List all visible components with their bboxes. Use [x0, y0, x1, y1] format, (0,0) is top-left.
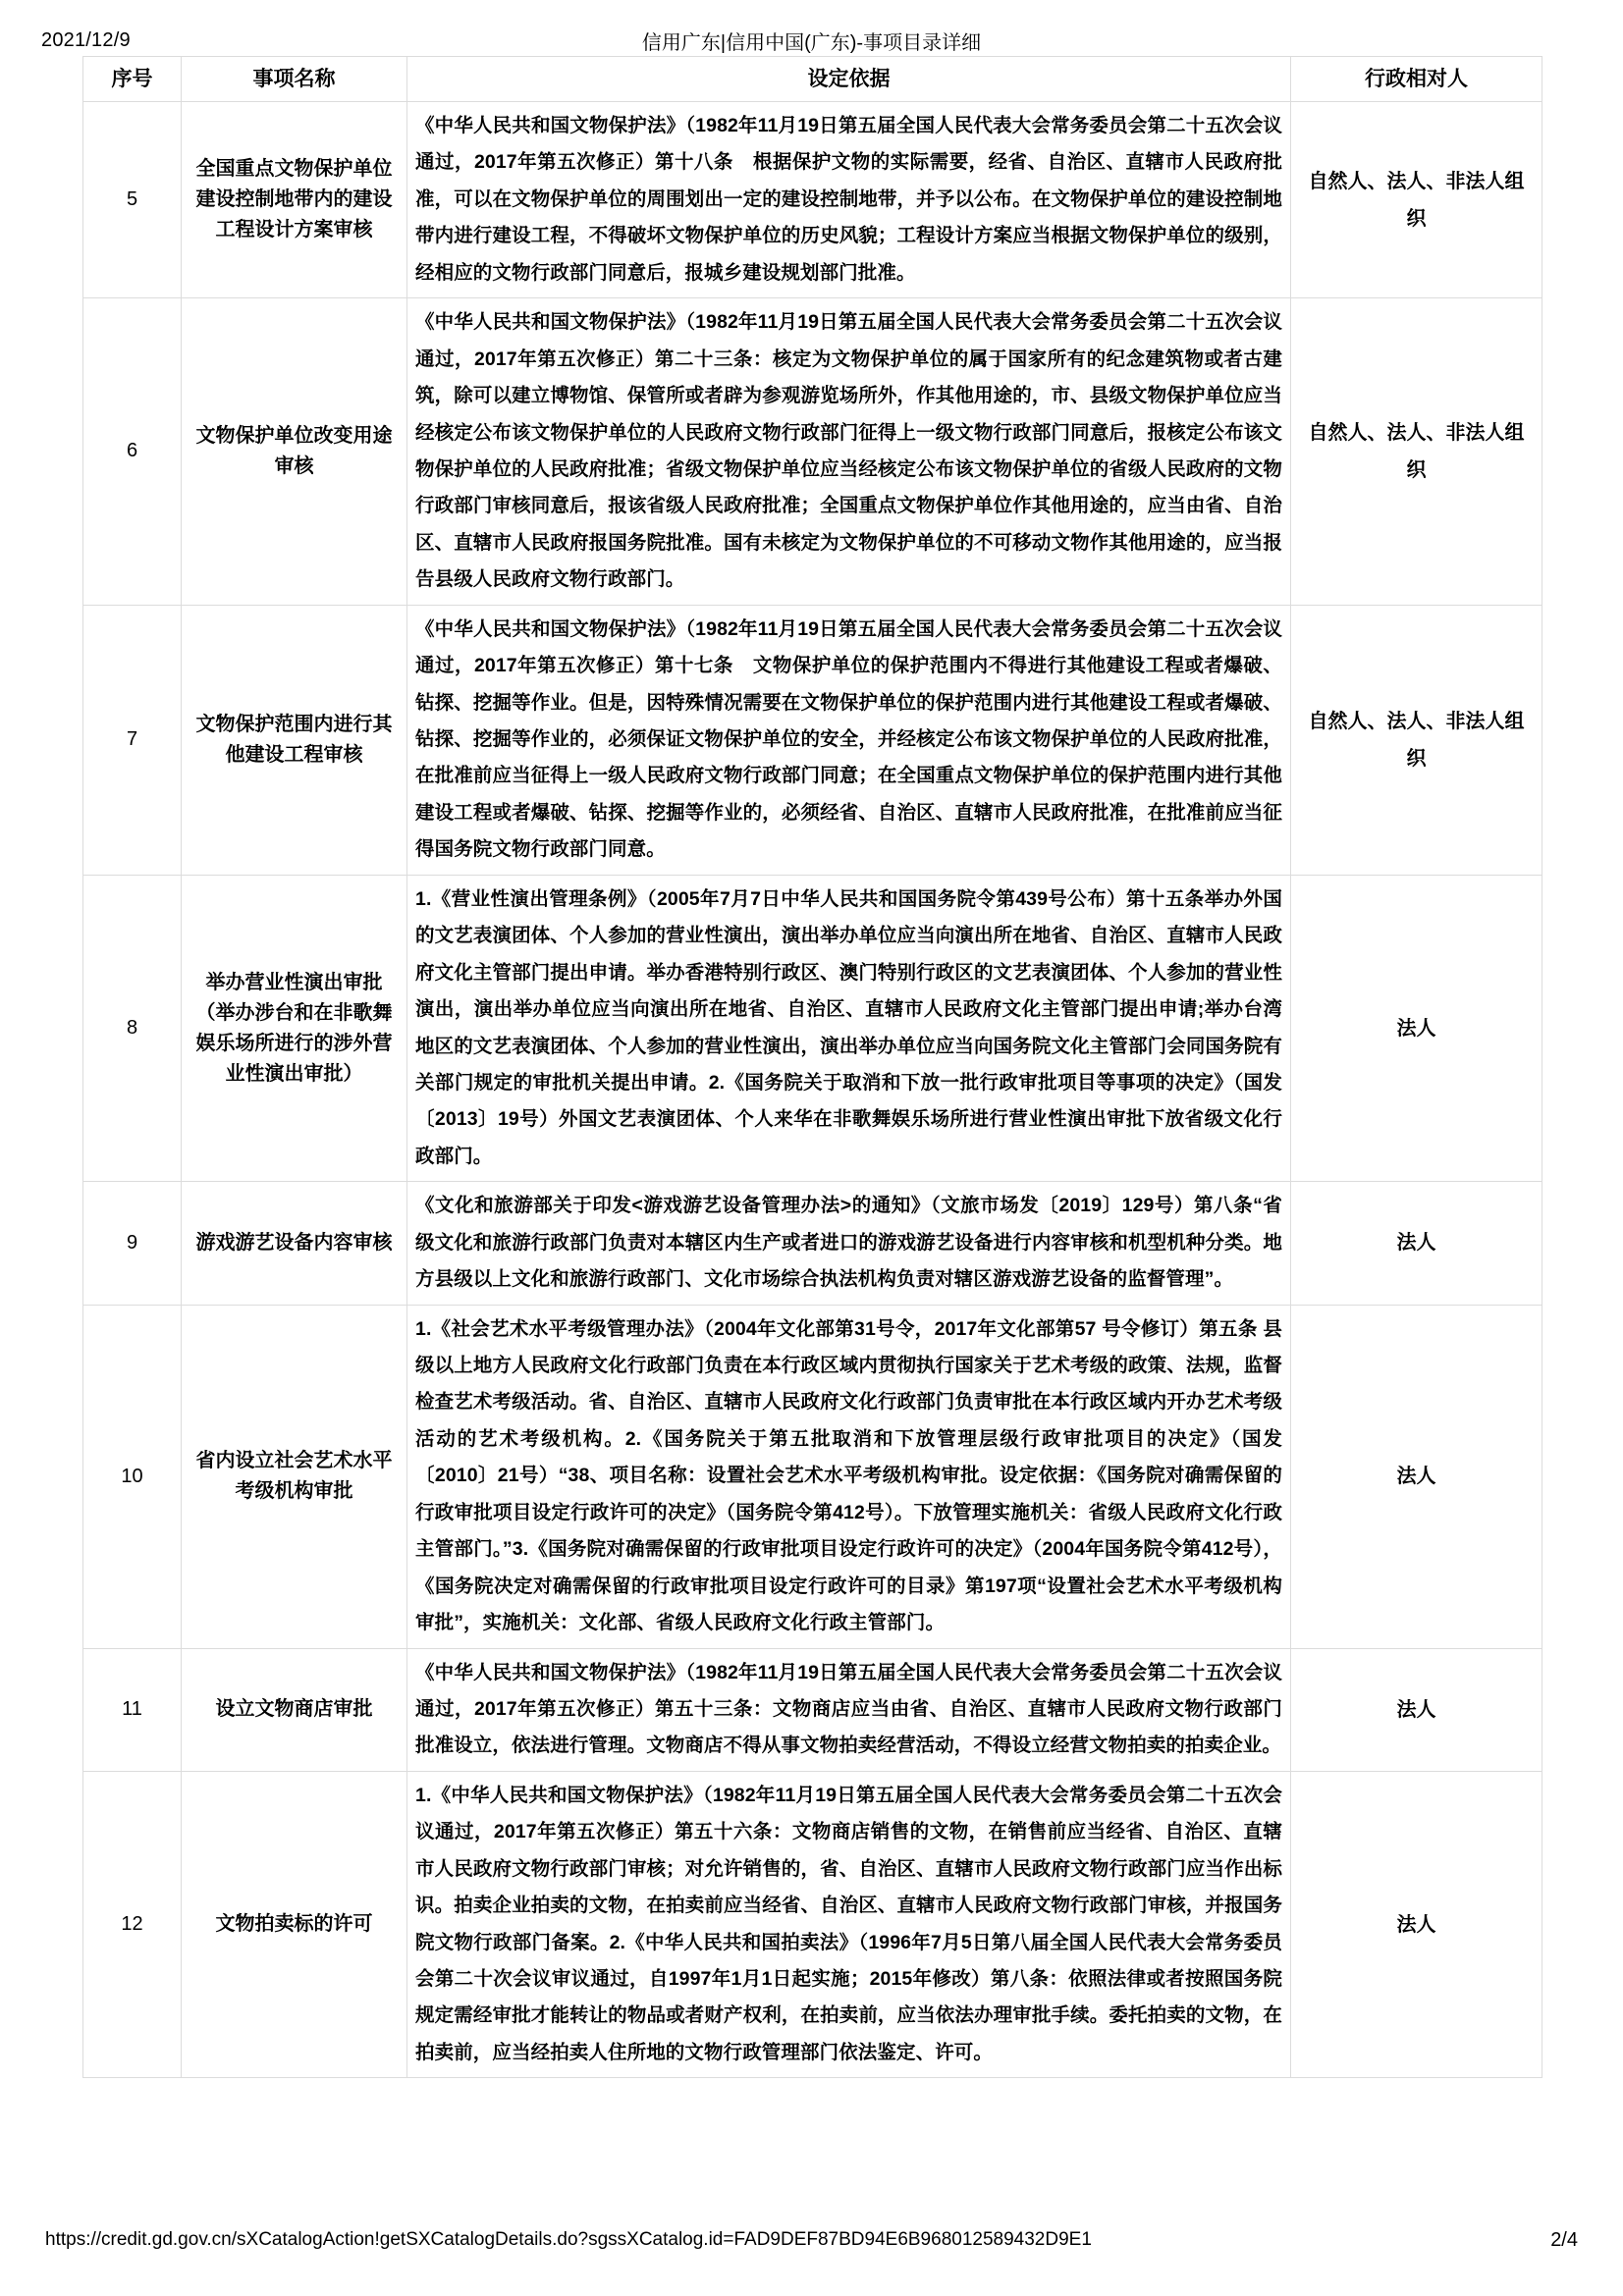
- page-header: [0, 26, 1623, 55]
- footer-page-number: 2/4: [1550, 2229, 1578, 2251]
- table-body: [83, 102, 1542, 2078]
- table-header: [83, 57, 1542, 102]
- cell-legal-basis: 《中华人民共和国文物保护法》（1982年11月19日第五届全国人民代表大会常务委员会第二十五次会议通过，2017年第五次修正）第十八条 根据保护文物的实际需要，经省、自治区、直辖市人民政府批准，可以在文物保护单位的周围划出一定的建设控制地带，并予以公布。在文物保护单位的建设控制地带内进行建设工程，不得破坏文物保护单位的历史风貌；工程设计方案应当根据文物保护单位的级别，经相应的文物行政部门同意后，报城乡建设规划部门批准。: [407, 102, 1291, 298]
- cell-item-name: 设立文物商店审批: [182, 1648, 407, 1771]
- page-footer: [0, 2229, 1623, 2255]
- cell-administrative-party: 法人: [1291, 875, 1542, 1182]
- cell-legal-basis: 1.《社会艺术水平考级管理办法》（2004年文化部第31号令，2017年文化部第57 号令修订）第五条 县级以上地方人民政府文化行政部门负责在本行政区域内贯彻执行国家关于艺术考级的政策、法规，监督检查艺术考级活动。省、自治区、直辖市人民政府文化行政部门负责审批在本行政区域内开办艺术考级活动的艺术考级机构。2.《国务院关于第五批取消和下放管理层级行政审批项目的决定》（国发〔2010〕21号）“38、项目名称：设置社会艺术水平考级机构审批。设定依据：《国务院对确需保留的行政审批项目设定行政许可的决定》（国务院令第412号）。下放管理实施机关：省级人民政府文化行政主管部门。”3.《国务院对确需保留的行政审批项目设定行政许可的决定》（2004年国务院令第412号），《国务院决定对确需保留的行政审批项目设定行政许可的目录》第197项“设置社会艺术水平考级机构审批”，实施机关：文化部、省级人民政府文化行政主管部门。: [407, 1305, 1291, 1648]
- table-row: [83, 1305, 1542, 1648]
- cell-administrative-party: 法人: [1291, 1771, 1542, 2078]
- cell-item-name: 全国重点文物保护单位建设控制地带内的建设工程设计方案审核: [182, 102, 407, 298]
- column-header-name: 事项名称: [182, 57, 407, 102]
- cell-administrative-party: 法人: [1291, 1648, 1542, 1771]
- table-row: [83, 1182, 1542, 1305]
- table-row: [83, 298, 1542, 606]
- catalog-table-wrapper: [82, 56, 1542, 2078]
- cell-administrative-party: 法人: [1291, 1305, 1542, 1648]
- cell-item-name: 文物拍卖标的许可: [182, 1771, 407, 2078]
- table-header-row: [83, 57, 1542, 102]
- table-row: [83, 605, 1542, 875]
- header-date: 2021/12/9: [41, 28, 131, 51]
- cell-legal-basis: 《文化和旅游部关于印发<游戏游艺设备管理办法>的通知》（文旅市场发〔2019〕129号）第八条“省级文化和旅游行政部门负责对本辖区内生产或者进口的游戏游艺设备进行内容审核和机型机种分类。地方县级以上文化和旅游行政部门、文化市场综合执法机构负责对辖区游戏游艺设备的监督管理”。: [407, 1182, 1291, 1305]
- cell-legal-basis: 《中华人民共和国文物保护法》（1982年11月19日第五届全国人民代表大会常务委员会第二十五次会议通过，2017年第五次修正）第二十三条：核定为文物保护单位的属于国家所有的纪念建筑物或者古建筑，除可以建立博物馆、保管所或者辟为参观游览场所外，作其他用途的，市、县级文物保护单位应当经核定公布该文物保护单位的人民政府文物行政部门征得上一级文物行政部门同意后，报核定公布该文物保护单位的人民政府批准；省级文物保护单位应当经核定公布该文物保护单位的省级人民政府的文物行政部门审核同意后，报该省级人民政府批准；全国重点文物保护单位作其他用途的，应当由省、自治区、直辖市人民政府报国务院批准。国有未核定为文物保护单位的不可移动文物作其他用途的，应当报告县级人民政府文物行政部门。: [407, 298, 1291, 606]
- catalog-table: [82, 56, 1542, 2078]
- cell-seq: 8: [83, 875, 182, 1182]
- cell-item-name: 游戏游艺设备内容审核: [182, 1182, 407, 1305]
- column-header-party: 行政相对人: [1291, 57, 1542, 102]
- table-row: [83, 1771, 1542, 2078]
- cell-item-name: 文物保护单位改变用途审核: [182, 298, 407, 606]
- table-row: [83, 875, 1542, 1182]
- footer-url: https://credit.gd.gov.cn/sXCatalogAction!getSXCatalogDetails.do?sgssXCatalog.id=FAD9DEF87BD94E6B968012589432D9E1: [45, 2229, 1092, 2250]
- cell-administrative-party: 自然人、法人、非法人组织: [1291, 605, 1542, 875]
- cell-item-name: 省内设立社会艺术水平考级机构审批: [182, 1305, 407, 1648]
- cell-seq: 10: [83, 1305, 182, 1648]
- table-row: [83, 1648, 1542, 1771]
- column-header-basis: 设定依据: [407, 57, 1291, 102]
- cell-administrative-party: 自然人、法人、非法人组织: [1291, 298, 1542, 606]
- cell-administrative-party: 自然人、法人、非法人组织: [1291, 102, 1542, 298]
- cell-seq: 11: [83, 1648, 182, 1771]
- cell-legal-basis: 1.《中华人民共和国文物保护法》（1982年11月19日第五届全国人民代表大会常务委员会第二十五次会议通过，2017年第五次修正）第五十六条：文物商店销售的文物，在销售前应当经省、自治区、直辖市人民政府文物行政部门审核；对允许销售的，省、自治区、直辖市人民政府文物行政部门应当作出标识。拍卖企业拍卖的文物，在拍卖前应当经省、自治区、直辖市人民政府文物行政部门审核，并报国务院文物行政部门备案。2.《中华人民共和国拍卖法》（1996年7月5日第八届全国人民代表大会常务委员会第二十次会议审议通过，自1997年1月1日起实施；2015年修改）第八条：依照法律或者按照国务院规定需经审批才能转让的物品或者财产权利，在拍卖前，应当依法办理审批手续。委托拍卖的文物，在拍卖前，应当经拍卖人住所地的文物行政管理部门依法鉴定、许可。: [407, 1771, 1291, 2078]
- cell-item-name: 举办营业性演出审批（举办涉台和在非歌舞娱乐场所进行的涉外营业性演出审批）: [182, 875, 407, 1182]
- cell-seq: 12: [83, 1771, 182, 2078]
- cell-seq: 7: [83, 605, 182, 875]
- header-title: 信用广东|信用中国(广东)-事项目录详细: [641, 31, 982, 54]
- cell-item-name: 文物保护范围内进行其他建设工程审核: [182, 605, 407, 875]
- cell-legal-basis: 《中华人民共和国文物保护法》（1982年11月19日第五届全国人民代表大会常务委员会第二十五次会议通过，2017年第五次修正）第五十三条：文物商店应当由省、自治区、直辖市人民政府文物行政部门批准设立，依法进行管理。文物商店不得从事文物拍卖经营活动，不得设立经营文物拍卖的拍卖企业。: [407, 1648, 1291, 1771]
- column-header-seq: 序号: [83, 57, 182, 102]
- table-row: [83, 102, 1542, 298]
- cell-legal-basis: 《中华人民共和国文物保护法》（1982年11月19日第五届全国人民代表大会常务委员会第二十五次会议通过，2017年第五次修正）第十七条 文物保护单位的保护范围内不得进行其他建设工程或者爆破、钻探、挖掘等作业。但是，因特殊情况需要在文物保护单位的保护范围内进行其他建设工程或者爆破、钻探、挖掘等作业的，必须保证文物保护单位的安全，并经核定公布该文物保护单位的人民政府批准，在批准前应当征得上一级人民政府文物行政部门同意；在全国重点文物保护单位的保护范围内进行其他建设工程或者爆破、钻探、挖掘等作业的，必须经省、自治区、直辖市人民政府批准，在批准前应当征得国务院文物行政部门同意。: [407, 605, 1291, 875]
- cell-seq: 5: [83, 102, 182, 298]
- cell-legal-basis: 1.《营业性演出管理条例》（2005年7月7日中华人民共和国国务院令第439号公布）第十五条举办外国的文艺表演团体、个人参加的营业性演出，演出举办单位应当向演出所在地省、自治区、直辖市人民政府文化主管部门提出申请。举办香港特别行政区、澳门特别行政区的文艺表演团体、个人参加的营业性演出，演出举办单位应当向演出所在地省、自治区、直辖市人民政府文化主管部门提出申请;举办台湾地区的文艺表演团体、个人参加的营业性演出，演出举办单位应当向国务院文化主管部门会同国务院有关部门规定的审批机关提出申请。2.《国务院关于取消和下放一批行政审批项目等事项的决定》（国发〔2013〕19号）外国文艺表演团体、个人来华在非歌舞娱乐场所进行营业性演出审批下放省级文化行政部门。: [407, 875, 1291, 1182]
- cell-administrative-party: 法人: [1291, 1182, 1542, 1305]
- cell-seq: 9: [83, 1182, 182, 1305]
- cell-seq: 6: [83, 298, 182, 606]
